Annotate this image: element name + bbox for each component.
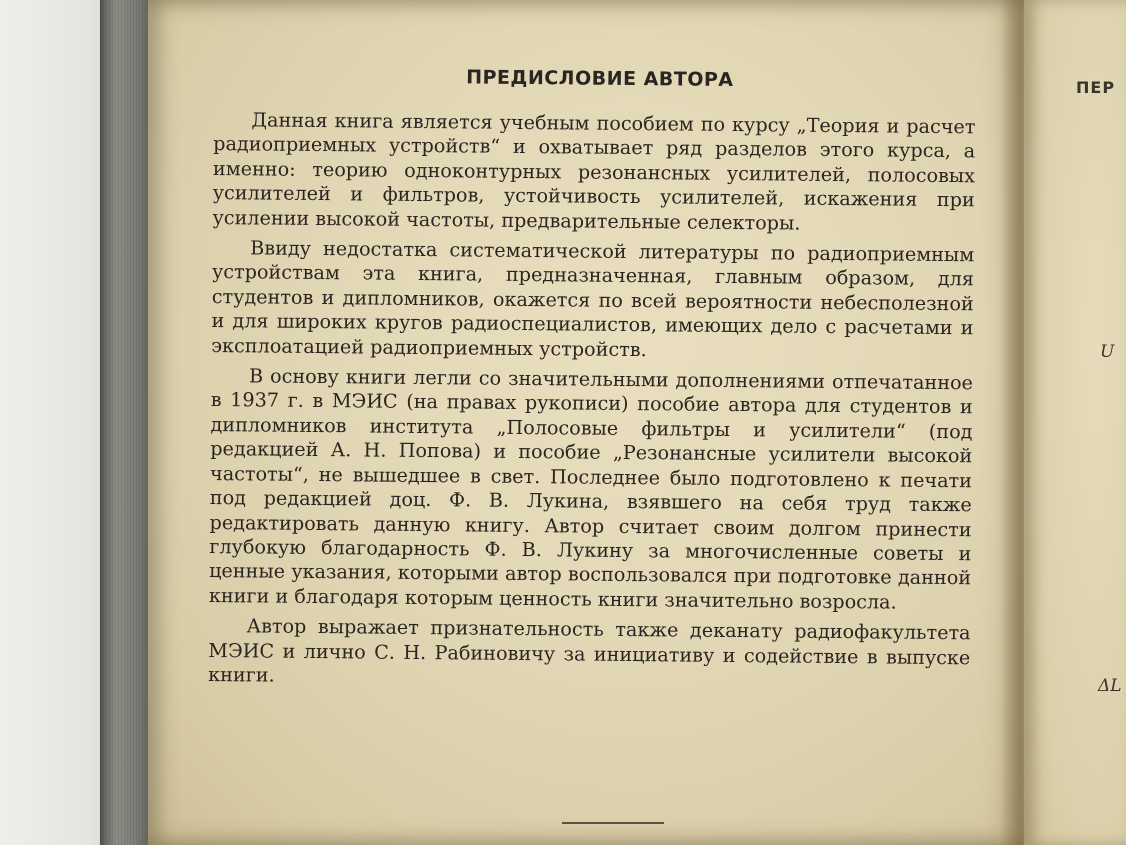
paragraph-3: В основу книги легли со значительными дополнениями отпечатанное в 1937 г. в МЭИС (на правах рукописи) пособие автора для студентов и дипломников института „Полосовые фильтры и усилители“ (под редакцией А. Н. Попова) и пособие „Резонансные усилители высокой частоты“, не вышедшее в свет. Последнее было подготовлено к печати под редакцией доц. Ф. В. Лукина, взявшего на себя труд также редактировать данную книгу. Автор считает своим долгом принести глубокую благодарность Ф. В. Лукину за многочисленные советы и ценные указания, которыми автор воспользовался при подготовке данной книги и благодаря которым ценность книги значительно возросла. <box>208 364 974 614</box>
closing-rule <box>562 822 664 824</box>
paragraph-2: Ввиду недостатка систематической литературы по радиоприемным устройствам эта книга, предназначенная, главным образом, для студентов и дипломников, окажется по всей вероятности небесполезной и для широких кругов радиоспециалистов, имеющих дело с расчетами и эксплоатацией радиоприемных устройств. <box>211 236 975 361</box>
right-page-header-fragment: ПЕР <box>1076 78 1116 97</box>
right-page-fragment-2: ΔL <box>1098 676 1122 696</box>
paragraph-4: Автор выражает признательность также деканату радиофакультета МЭИС и лично С. Н. Рабиновичу за инициативу и содействие в выпуске книги. <box>208 614 971 687</box>
right-page-fragment-1: U <box>1100 342 1115 362</box>
preface-text <box>208 64 976 701</box>
page-title: ПРЕДИСЛОВИЕ АВТОРА <box>466 66 734 91</box>
right-page <box>1024 0 1126 845</box>
book-spine <box>100 0 152 845</box>
paragraph-1: Данная книга является учебным пособием по курсу „Теория и расчет радиоприемных устройств“ и охватывает ряд разделов этого курса, а именно: теорию одноконтурных резонансных усилителей, полосовых усилителей и фильтров, устойчивость усилителей, искажения при усилении высокой частоты, предварительные селекторы. <box>212 108 976 235</box>
